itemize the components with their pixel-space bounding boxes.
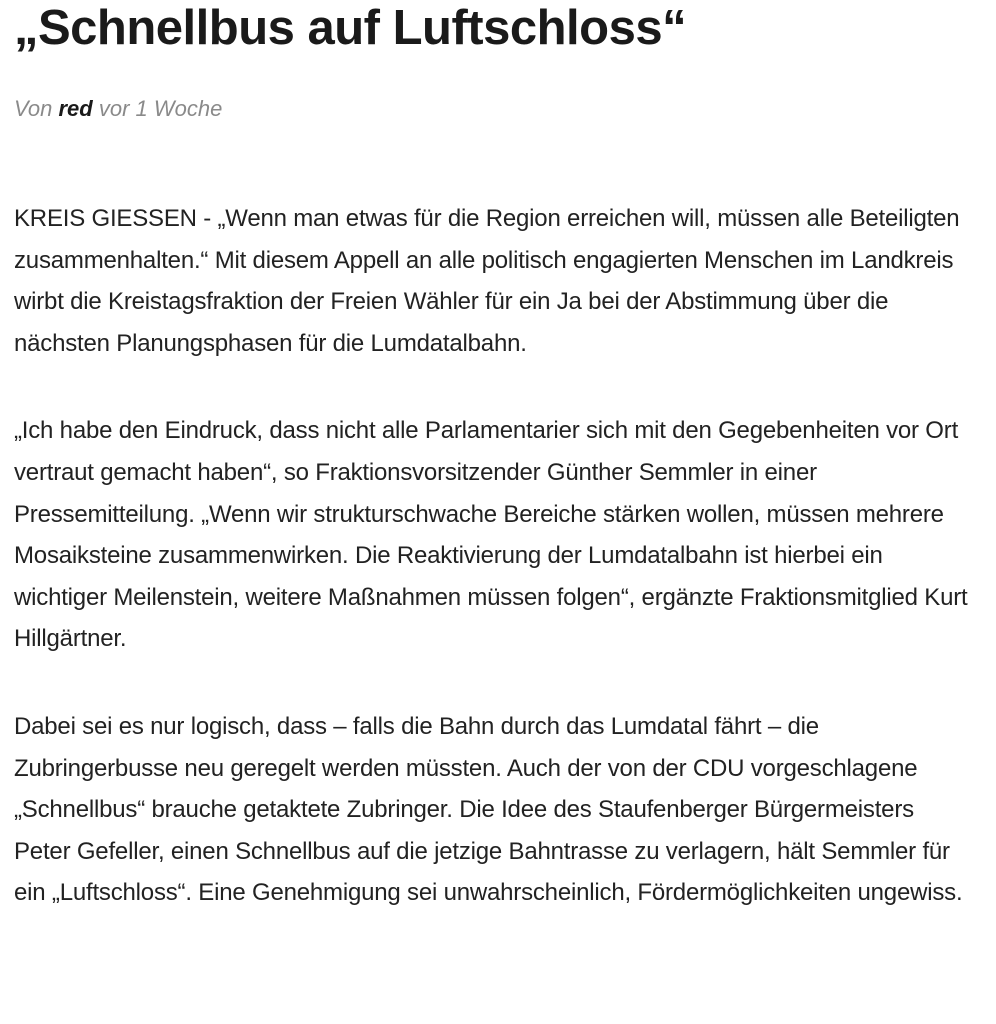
paragraph-3: Dabei sei es nur logisch, dass – falls die Bahn durch das Lumdatal fährt – die Zubringerbusse neu geregelt werden müssten. Auch der von der CDU vorgeschlagene „Schnellbus“ brauche getaktete Zubringer. Die Idee des Staufenberger Bürgermeisters Peter Gefeller, einen Schnellbus auf die jetzige Bahntrasse zu verlagern, hält Semmler für ein „Luftschloss“. Eine Genehmigung sei unwahrscheinlich, Fördermöglichkeiten ungewiss. [14, 712, 963, 907]
article [14, 0, 974, 960]
publish-date: vor 1 Woche [98, 96, 223, 121]
byline [14, 96, 974, 122]
byline-prefix: Von [14, 96, 53, 121]
paragraph-2: „Ich habe den Eindruck, dass nicht alle Parlamentarier sich mit den Gegebenheiten vor Ort vertraut gemacht haben“, so Fraktionsvorsitzender Günther Semmler in einer Pressemitteilung. „Wenn wir strukturschwache Bereiche stärken wollen, müssen mehrere Mosaiksteine zusammenwirken. Die Reaktivierung der Lumdatalbahn ist hierbei ein wichtiger Meilenstein, weitere Maßnahmen müssen folgen“, ergänzte Fraktionsmitglied Kurt Hillgärtner. [14, 417, 968, 653]
article-headline: „Schnellbus auf Luftschloss“ [14, 1, 687, 55]
article-body [14, 198, 974, 914]
author-link[interactable]: red [58, 96, 93, 121]
paragraph-1: KREIS GIESSEN - „Wenn man etwas für die Region erreichen will, müssen alle Beteiligten zusammenhalten.“ Mit diesem Appell an alle politisch engagierten Menschen im Landkreis wirbt die Kreistagsfraktion der Freien Wähler für ein Ja bei der Abstimmung über die nächsten Planungsphasen für die Lumdatalbahn. [14, 205, 960, 357]
